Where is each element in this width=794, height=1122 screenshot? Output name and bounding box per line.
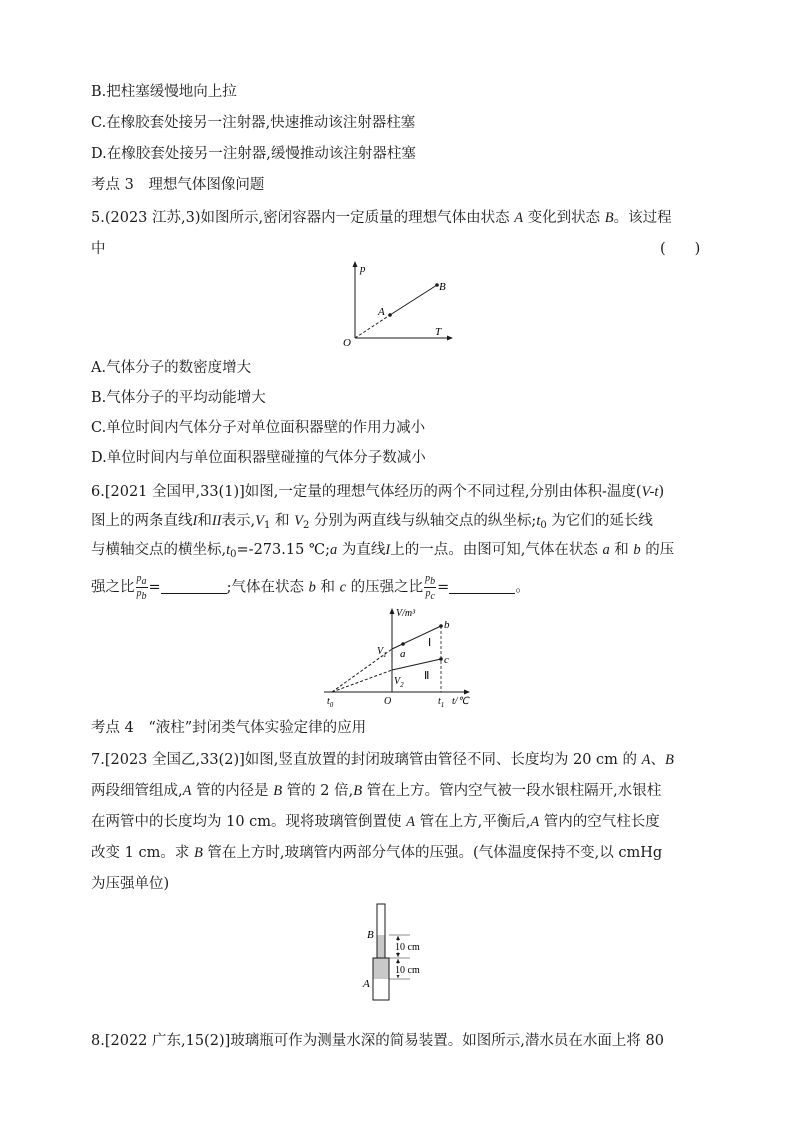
state-c-point [439,657,443,661]
q6-stem-line1: 6.[2021 全国甲,33(1)]如图,一定量的理想气体经历的两个不同过程,分别由体积-温度(V-t) [91,484,665,500]
q6-stem-line2: 图上的两条直线I和II表示$,V_1$ 和 $V_2$ 分别为两直线与纵轴交点的纵坐标$;t_0$ 为它们的延长线 [91,513,653,531]
q5-answer-bracket: ( ) [660,241,701,257]
a-label: a [400,648,406,660]
mercury-in-a [373,958,389,979]
T-axis-label: T [435,326,442,338]
q7-stem-line3: 在两管中的长度均为 10 cm。现将玻璃管倒置使 A 管在上方,平衡后,A 管内的空气柱长度 [91,814,660,830]
tube-a-label: A [363,978,370,990]
origin-label: O [384,696,392,707]
q4-option-c: C.在橡胶套处接另一注射器,快速推动该注射器柱塞 [91,115,416,131]
q7-stem-line4: 改变 1 cm。求 B 管在上方时,玻璃管内两部分气体的压强。(气体温度保持不变,以 cmHg [91,845,663,861]
p-axis-label: p [360,263,366,275]
pa-over-pb-fraction: $\frac{pa}{pb}$ [136,573,147,602]
c-label: c [444,654,449,666]
mercury-in-b [377,935,385,958]
state-a-point [388,313,392,317]
q5-option-c: C.单位时间内气体分子对单位面积器壁的作用力减小 [91,420,426,436]
state-a-point [401,642,405,646]
I-label: Ⅰ [428,637,432,649]
b-length-label: 10 cm [395,942,420,953]
q5-stem-line1: 5.(2023 江苏,3)如图所示,密闭容器内一定质量的理想气体由状态 A 变化到状态 B。该过程 [91,210,672,226]
q7-stem-line1: 7.[2023 全国乙,33(2)]如图,竖直放置的封闭玻璃管由管径不同、长度均为 20 cm 的 A、B [91,752,674,768]
tube-b-label: B [367,929,374,941]
V-axis-label: V/m³ [396,608,416,619]
q7-stem-line2: 两段细管组成,A 管的内径是 B 管的 2 倍,B 管在上方。管内空气被一段水银柱隔开,水银柱 [91,783,662,799]
b-label: b [444,619,450,631]
state-b-label: B [439,281,446,293]
state-b-point [439,624,443,628]
line-II [392,659,441,670]
section-3-heading: 考点 3 理想气体图像问题 [91,177,265,193]
t1-label: $t_1$ [438,696,445,709]
q7-stem-line5: 为压强单位) [91,876,170,892]
q4-option-d: D.在橡胶套处接另一注射器,缓慢推动该注射器柱塞 [91,146,416,162]
q7-tube-figure [362,902,442,1002]
q5-stem-line2: 中 [91,241,106,257]
section-4-heading: 考点 4 “液柱”封闭类气体实验定律的应用 [91,720,367,736]
q5-option-a: A.气体分子的数密度增大 [91,360,252,376]
t0-label: $t_0$ [327,696,334,709]
II-label: Ⅱ [424,670,430,682]
t-axis-label: t/℃ [452,696,469,707]
answer-blank-2[interactable] [449,579,515,594]
pb-over-pc-fraction: $\frac{pb}{pc}$ [425,573,436,602]
V1-label: $V_1$ [377,646,387,659]
q6-stem-line4: 强之比 $\frac{pa}{pb}$ = ;气体在状态 b 和 c 的压强之比 $\frac{pb}{pc}$ = 。 [91,573,530,602]
answer-blank-1[interactable] [161,579,227,594]
q8-stem-line1: 8.[2022 广东,15(2)]玻璃瓶可作为测量水深的简易装置。如图所示,潜水员在水面上将 80 [91,1033,664,1049]
origin-label: O [343,337,351,348]
q5-pT-graph [340,258,460,348]
q6-Vt-graph [318,604,483,710]
q5-option-d: D.单位时间内与单位面积器壁碰撞的气体分子数减小 [91,450,426,466]
state-a-label: A [378,306,385,318]
a-length-label: 10 cm [395,965,420,976]
line-I [392,626,441,649]
q4-option-b: B.把柱塞缓慢地向上拉 [91,84,237,100]
V2-label: $V_2$ [394,676,404,689]
q6-stem-line3: 与横轴交点的横坐标$,t_0=-273.15$ ℃;a 为直线I上的一点。由图可知,气体在状态 a 和 b 的压 [91,542,675,560]
q5-option-b: B.气体分子的平均动能增大 [91,390,266,406]
